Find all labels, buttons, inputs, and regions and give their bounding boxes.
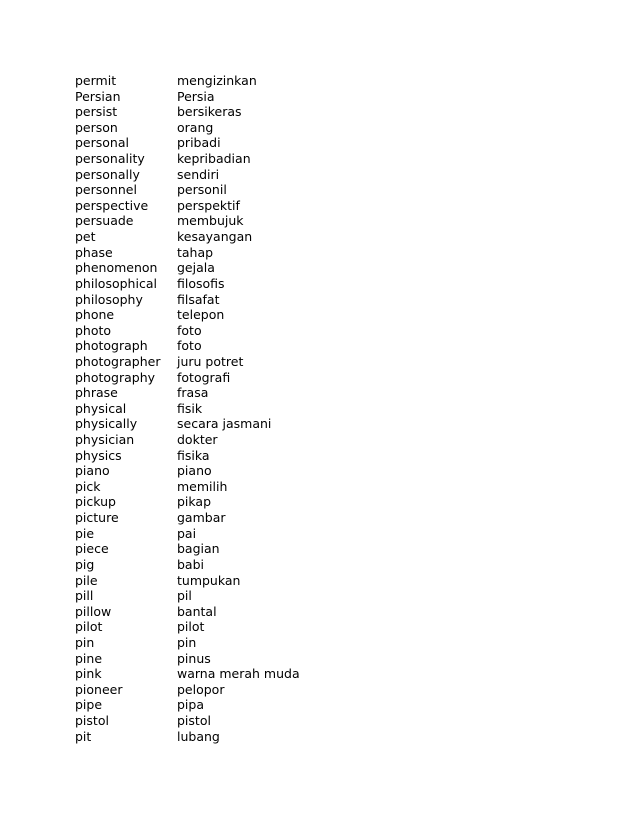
vocab-row (75, 135, 300, 151)
english-word: piano (75, 463, 110, 479)
english-word: pile (75, 572, 98, 588)
indonesian-translation: orang (177, 119, 214, 135)
indonesian-translation: pikap (177, 494, 212, 510)
indonesian-translation: dokter (177, 432, 218, 448)
vocab-row (75, 120, 300, 136)
vocab-row (75, 666, 300, 682)
indonesian-translation: filsafat (177, 291, 220, 307)
vocab-row (75, 713, 300, 729)
vocab-row (75, 448, 300, 464)
indonesian-translation: pribadi (177, 135, 221, 151)
vocab-row (75, 635, 300, 651)
english-word: piece (75, 541, 109, 557)
vocab-row (75, 354, 300, 370)
english-word: personal (75, 135, 129, 151)
vocab-row (75, 557, 300, 573)
english-word: pin (75, 634, 95, 650)
english-word: philosophical (75, 275, 157, 291)
vocab-row (75, 541, 300, 557)
english-word: picture (75, 510, 119, 526)
vocab-row (75, 198, 300, 214)
english-word: pit (75, 728, 92, 744)
indonesian-translation: pilot (177, 619, 205, 635)
indonesian-translation: pipa (177, 697, 205, 713)
indonesian-translation: piano (177, 463, 212, 479)
indonesian-translation: bagian (177, 541, 220, 557)
english-word: pickup (75, 494, 116, 510)
indonesian-translation: gejala (177, 260, 215, 276)
vocab-row (75, 619, 300, 635)
vocab-row (75, 229, 300, 245)
vocab-row (75, 604, 300, 620)
english-word: phenomenon (75, 260, 158, 276)
indonesian-translation: pil (177, 588, 192, 604)
indonesian-translation: gambar (177, 510, 226, 526)
vocab-row (75, 526, 300, 542)
vocab-row (75, 401, 300, 417)
vocab-row (75, 385, 300, 401)
indonesian-translation: membujuk (177, 213, 244, 229)
vocab-row (75, 510, 300, 526)
english-word: pine (75, 650, 103, 666)
english-word: pillow (75, 603, 112, 619)
english-word: person (75, 119, 118, 135)
vocab-row (75, 697, 300, 713)
indonesian-translation: lubang (177, 728, 220, 744)
vocab-row (75, 182, 300, 198)
indonesian-translation: tahap (177, 244, 214, 260)
indonesian-translation: mengizinkan (177, 73, 257, 88)
english-word: photograph (75, 338, 148, 354)
english-word: pilot (75, 619, 103, 635)
vocab-row (75, 307, 300, 323)
english-word: perspective (75, 197, 149, 213)
english-word: physically (75, 416, 138, 432)
english-word: personnel (75, 182, 137, 198)
indonesian-translation: juru potret (177, 353, 244, 369)
english-word: pet (75, 229, 96, 245)
vocab-row (75, 682, 300, 698)
english-word: pill (75, 588, 94, 604)
indonesian-translation: fotografi (177, 369, 231, 385)
vocab-row (75, 245, 300, 261)
vocab-row (75, 73, 300, 89)
english-word: photo (75, 322, 112, 338)
english-word: persuade (75, 213, 134, 229)
vocab-row (75, 292, 300, 308)
vocab-row (75, 463, 300, 479)
vocab-row (75, 276, 300, 292)
english-word: pig (75, 556, 95, 572)
vocab-row (75, 573, 300, 589)
english-word: photographer (75, 353, 161, 369)
vocab-row (75, 588, 300, 604)
english-word: pioneer (75, 681, 123, 697)
indonesian-translation: babi (177, 556, 205, 572)
english-word: physician (75, 432, 135, 448)
indonesian-translation: frasa (177, 385, 209, 401)
indonesian-translation: telepon (177, 307, 225, 323)
indonesian-translation: perspektif (177, 197, 240, 213)
indonesian-translation: pinus (177, 650, 211, 666)
vocab-row (75, 494, 300, 510)
english-word: personality (75, 151, 145, 167)
english-word: physics (75, 447, 122, 463)
english-word: philosophy (75, 291, 143, 307)
vocab-row (75, 651, 300, 667)
indonesian-translation: fisika (177, 447, 210, 463)
vocab-row (75, 323, 300, 339)
indonesian-translation: bersikeras (177, 104, 242, 120)
vocab-row (75, 89, 300, 105)
vocab-row (75, 416, 300, 432)
vocab-row (75, 432, 300, 448)
english-word: phrase (75, 385, 118, 401)
indonesian-translation: filosofis (177, 275, 225, 291)
indonesian-translation: pai (177, 525, 197, 541)
indonesian-translation: pistol (177, 712, 211, 728)
vocabulary-list (75, 73, 300, 744)
indonesian-translation: foto (177, 338, 202, 354)
indonesian-translation: kepribadian (177, 151, 251, 167)
english-word: personally (75, 166, 140, 182)
vocab-row (75, 479, 300, 495)
english-word: pink (75, 666, 102, 682)
english-word: phone (75, 307, 115, 323)
vocab-row (75, 213, 300, 229)
indonesian-translation: sendiri (177, 166, 220, 182)
vocab-row (75, 260, 300, 276)
indonesian-translation: kesayangan (177, 229, 253, 245)
indonesian-translation: fisik (177, 400, 203, 416)
english-word: physical (75, 400, 127, 416)
indonesian-translation: tumpukan (177, 572, 241, 588)
english-word: pick (75, 478, 101, 494)
indonesian-translation: foto (177, 322, 202, 338)
indonesian-translation: bantal (177, 603, 217, 619)
english-word: pie (75, 525, 95, 541)
indonesian-translation: warna merah muda (177, 666, 300, 682)
english-word: Persian (75, 88, 121, 104)
indonesian-translation: personil (177, 182, 227, 198)
indonesian-translation: secara jasmani (177, 416, 272, 432)
indonesian-translation: pelopor (177, 681, 225, 697)
vocab-row (75, 338, 300, 354)
english-word: persist (75, 104, 118, 120)
english-word: pipe (75, 697, 103, 713)
vocab-row (75, 151, 300, 167)
indonesian-translation: memilih (177, 478, 228, 494)
english-word: photography (75, 369, 156, 385)
vocab-row (75, 104, 300, 120)
indonesian-translation: pin (177, 634, 197, 650)
english-word: permit (75, 73, 117, 88)
english-word: pistol (75, 712, 109, 728)
vocab-row (75, 370, 300, 386)
indonesian-translation: Persia (177, 88, 215, 104)
vocab-row (75, 729, 300, 745)
english-word: phase (75, 244, 113, 260)
vocab-row (75, 167, 300, 183)
